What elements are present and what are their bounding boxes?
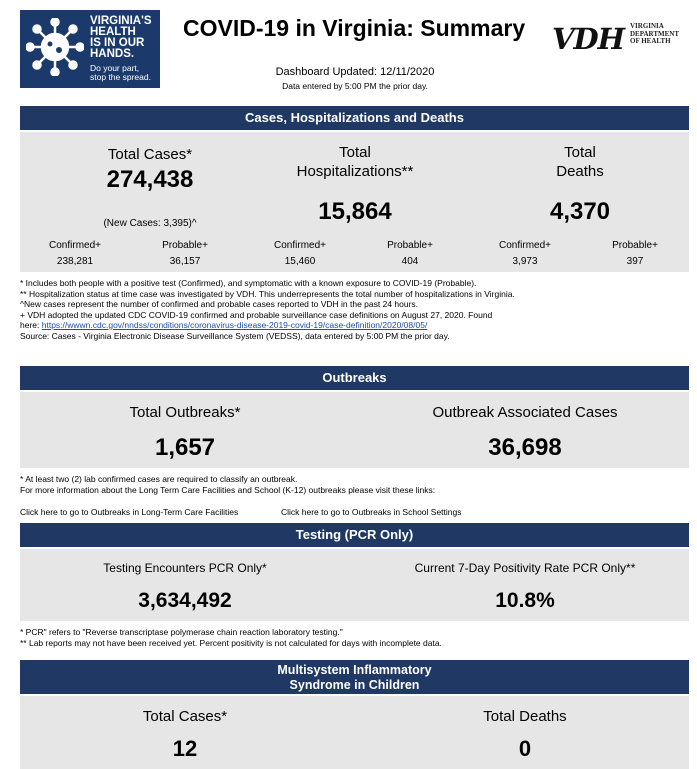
testing-section-header: Testing (PCR Only) [20, 523, 689, 547]
hospitalizations-value: 15,864 [318, 198, 392, 225]
cases-confirmed-value: 238,281 [56, 256, 94, 267]
hospitalizations-label-line1: Total [339, 144, 371, 161]
cases-probable-label: Probable+ [162, 240, 208, 251]
cases-probable-value: 36,157 [169, 256, 201, 267]
testing-panel [20, 549, 689, 621]
cases-section-header: Cases, Hospitalizations and Deaths [20, 106, 689, 130]
outbreak-footnotes [20, 474, 435, 495]
cases-panel [20, 132, 689, 272]
mis-deaths-value: 0 [518, 736, 532, 761]
outbreak-cases-label: Outbreak Associated Cases [432, 404, 618, 421]
footnote-outbreak-links: For more information about the Long Term Care Facilities and School (K-12) outbreaks please visit these links: [20, 484, 436, 495]
school-outbreaks-link[interactable]: Click here to go to Outbreaks in School Settings [281, 507, 462, 517]
deaths-label-line1: Total [564, 144, 596, 161]
mis-section-header [20, 660, 689, 694]
logo-headline: VIRGINIA'S HEALTH IS IN OUR HANDS. [90, 15, 152, 60]
mis-deaths-label: Total Deaths [483, 708, 567, 725]
footnote-new-cases: ^New cases represent the number of confirmed and probable cases reported to VDH in the past 24 hours. [20, 299, 419, 309]
footnote-link-line [20, 320, 515, 331]
mis-cases-value: 12 [172, 736, 198, 761]
logo-subline: Do your part, stop the spread. [90, 63, 151, 82]
hosp-probable-value: 404 [401, 256, 419, 267]
positivity-rate-value: 10.8% [495, 589, 555, 612]
new-cases: (New Cases: 3,395)^ [103, 218, 197, 229]
footnote-case-definition: + VDH adopted the updated CDC COVID-19 confirmed and probable surveillance case definitions on August 27, 2020. Found [20, 309, 493, 320]
cases-footnotes [20, 278, 515, 341]
cases-confirmed-label: Confirmed+ [49, 240, 101, 251]
outbreak-cases-value: 36,698 [488, 434, 562, 461]
hosp-probable-label: Probable+ [387, 240, 433, 251]
hosp-confirmed-label: Confirmed+ [274, 240, 326, 251]
total-outbreaks-label: Total Outbreaks* [129, 404, 241, 421]
deaths-label-line2: Deaths [556, 163, 604, 180]
vdh-logo: VDH [552, 22, 625, 56]
positivity-rate-label: Current 7-Day Positivity Rate PCR Only** [414, 561, 636, 575]
ltcf-outbreaks-link[interactable]: Click here to go to Outbreaks in Long-Term Care Facilities [20, 507, 239, 517]
mis-title-line2: Syndrome in Children [289, 678, 420, 692]
footnote-lab-reports: ** Lab reports may not have been received yet. Percent positivity is not calculated for days with incomplete data. [20, 637, 442, 648]
outbreaks-section-header: Outbreaks [20, 366, 689, 390]
virus-icon [26, 18, 84, 76]
page-title: COVID-19 in Virginia: Summary [183, 15, 526, 41]
hospitalizations-label-line2: Hospitalizations** [296, 163, 414, 180]
total-cases-value: 274,438 [106, 166, 194, 193]
data-entry-note: Data entered by 5:00 PM the prior day. [282, 81, 428, 91]
footnote-outbreak-definition: * At least two (2) lab confirmed cases are required to classify an outbreak. [20, 474, 298, 484]
mis-panel [20, 696, 689, 769]
testing-encounters-label: Testing Encounters PCR Only* [103, 561, 267, 575]
footnote-hospitalizations: ** Hospitalization status at time case was investigated by VDH. This underrepresents the total number of hospitalizations in Virginia. [20, 288, 515, 299]
deaths-confirmed-value: 3,973 [512, 256, 538, 267]
footnote-source: Source: Cases - Virginia Electronic Disease Surveillance System (VEDSS), data entered by 5:00 PM the prior day. [20, 330, 450, 341]
vdh-logo-subtitle: VIRGINIA DEPARTMENT OF HEALTH [630, 22, 680, 45]
mis-cases-label: Total Cases* [142, 708, 228, 725]
footnote-pcr: * PCR" refers to "Reverse transcriptase polymerase chain reaction laboratory testing." [20, 627, 343, 637]
virginia-health-logo [20, 10, 160, 88]
cdc-definition-link[interactable]: https://wwwn.cdc.gov/nndss/conditions/coronavirus-disease-2019-covid-19/case-definition/2020/08/05/ [41, 320, 428, 330]
mis-title-line1: Multisystem Inflammatory [277, 663, 432, 677]
deaths-value: 4,370 [549, 198, 611, 225]
deaths-probable-value: 397 [626, 256, 644, 267]
dashboard-updated: Dashboard Updated: 12/11/2020 [275, 66, 435, 78]
footnote-here-label: here: [20, 320, 42, 330]
deaths-confirmed-label: Confirmed+ [499, 240, 551, 251]
footnote-cases: * Includes both people with a positive test (Confirmed), and symptomatic with a known exposure to COVID-19 (Probable). [20, 278, 477, 288]
deaths-probable-label: Probable+ [612, 240, 658, 251]
testing-footnotes [20, 627, 442, 648]
hosp-confirmed-value: 15,460 [284, 256, 316, 267]
total-cases-label: Total Cases* [107, 146, 193, 163]
total-outbreaks-value: 1,657 [154, 434, 216, 461]
testing-encounters-value: 3,634,492 [138, 589, 232, 612]
outbreaks-panel [20, 392, 689, 468]
